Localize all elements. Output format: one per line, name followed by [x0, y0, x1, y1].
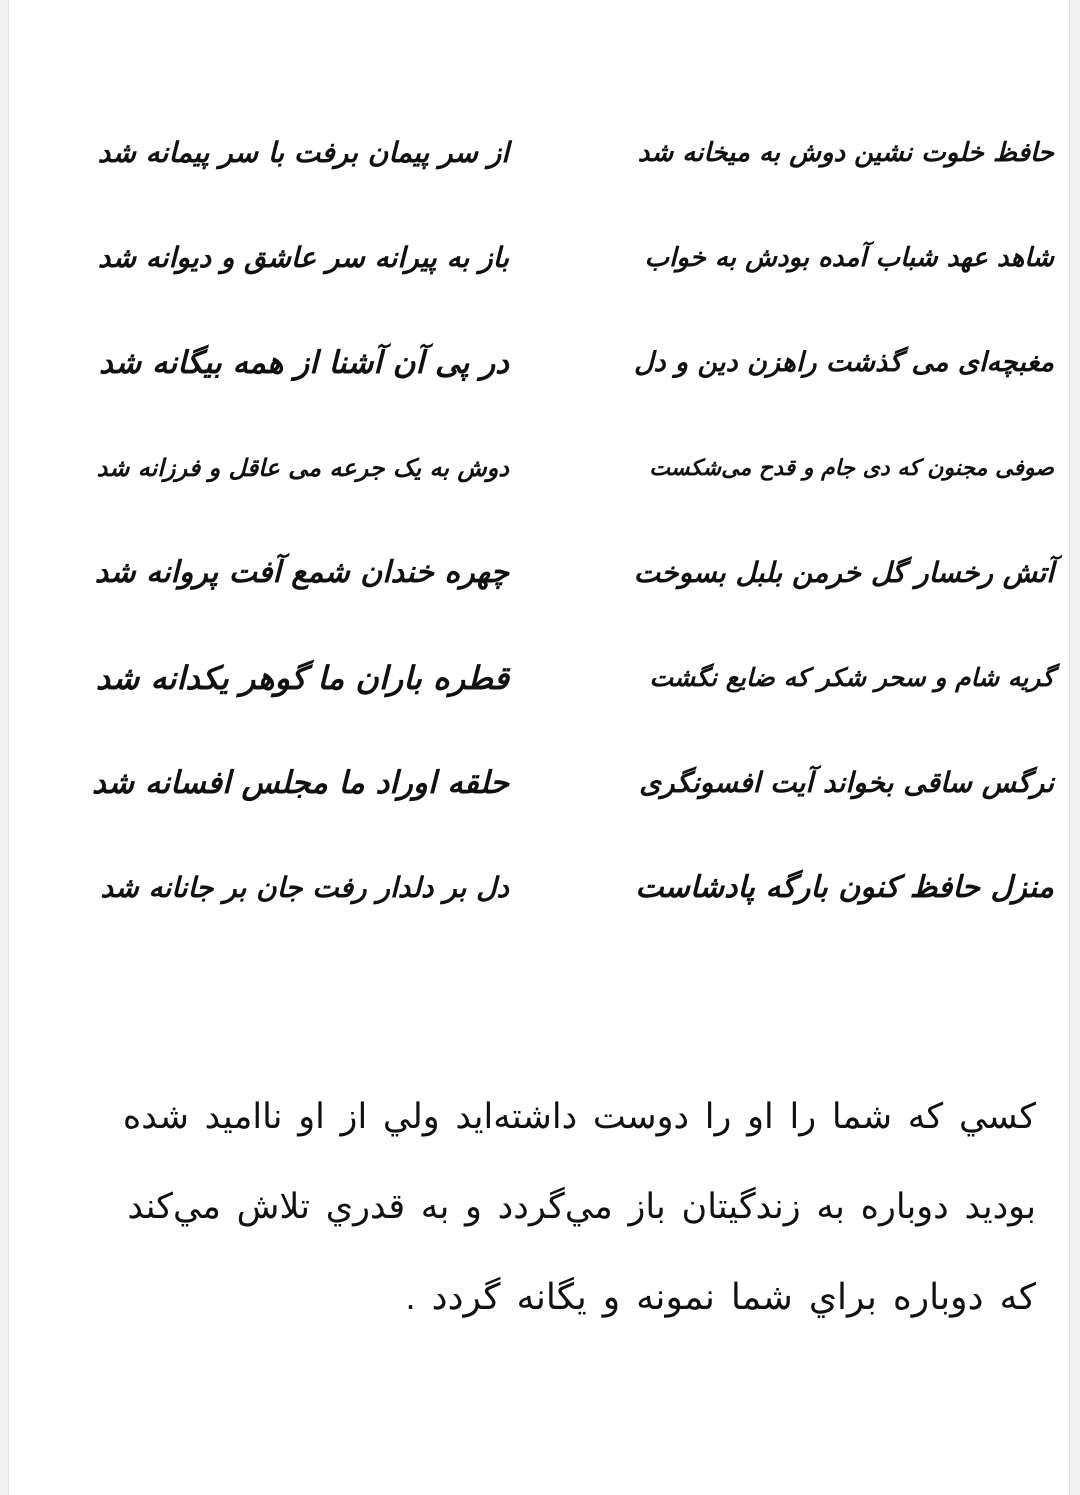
- verse-second-hemistich: حلقه اوراد ما مجلس افسانه شد: [91, 765, 509, 801]
- verse-first-hemistich: نرگس ساقی بخواند آیت افسونگری: [639, 766, 1054, 799]
- verse-second-hemistich: دل بر دلدار رفت جان بر جانانه شد: [100, 871, 509, 904]
- verse-first-hemistich: آتش رخسار گل خرمن بلبل بسوخت: [633, 556, 1054, 589]
- verse-first-hemistich: شاهد عهد شباب آمده بودش به خواب: [644, 243, 1054, 273]
- page-canvas: [8, 0, 1070, 1495]
- verse-second-hemistich: باز به پیرانه سر عاشق و دیوانه شد: [97, 241, 509, 274]
- verse-first-hemistich: صوفی مجنون که دی جام و قدح می‌شکست: [649, 455, 1054, 481]
- prose-line: بوديد دوباره به زندگيتان باز مي‌گردد و به قدري تلاش مي‌كند: [127, 1187, 1036, 1226]
- prose-line: كسي كه شما را او را دوست داشته‌ايد ولي از او نااميد شده: [122, 1097, 1036, 1136]
- verse-first-hemistich: گریه شام و سحر شکر که ضایع نگشت: [649, 663, 1054, 692]
- verse-first-hemistich: منزل حافظ کنون بارگه پادشاست: [635, 870, 1054, 905]
- verse-second-hemistich: از سر پیمان برفت با سر پیمانه شد: [97, 136, 509, 169]
- poem-left-column: [89, 108, 509, 948]
- ghazal-poem: [89, 108, 1054, 948]
- prose-paragraph: [104, 1072, 1036, 1342]
- verse-second-hemistich: چهره خندان شمع آفت پروانه شد: [94, 555, 509, 590]
- verse-second-hemistich: قطره باران ما گوهر یکدانه شد: [95, 659, 509, 697]
- verse-first-hemistich: مغبچه‌ای می گذشت راهزن دین و دل: [634, 347, 1054, 378]
- prose-line: كه دوباره براي شما نمونه و يگانه گردد .: [405, 1276, 1036, 1317]
- poem-right-column: [634, 108, 1054, 948]
- verse-second-hemistich: در پی آن آشنا از همه بیگانه شد: [98, 345, 509, 381]
- verse-first-hemistich: حافظ خلوت نشین دوش به میخانه شد: [637, 138, 1054, 168]
- verse-second-hemistich: دوش به یک جرعه می عاقل و فرزانه شد: [96, 453, 509, 482]
